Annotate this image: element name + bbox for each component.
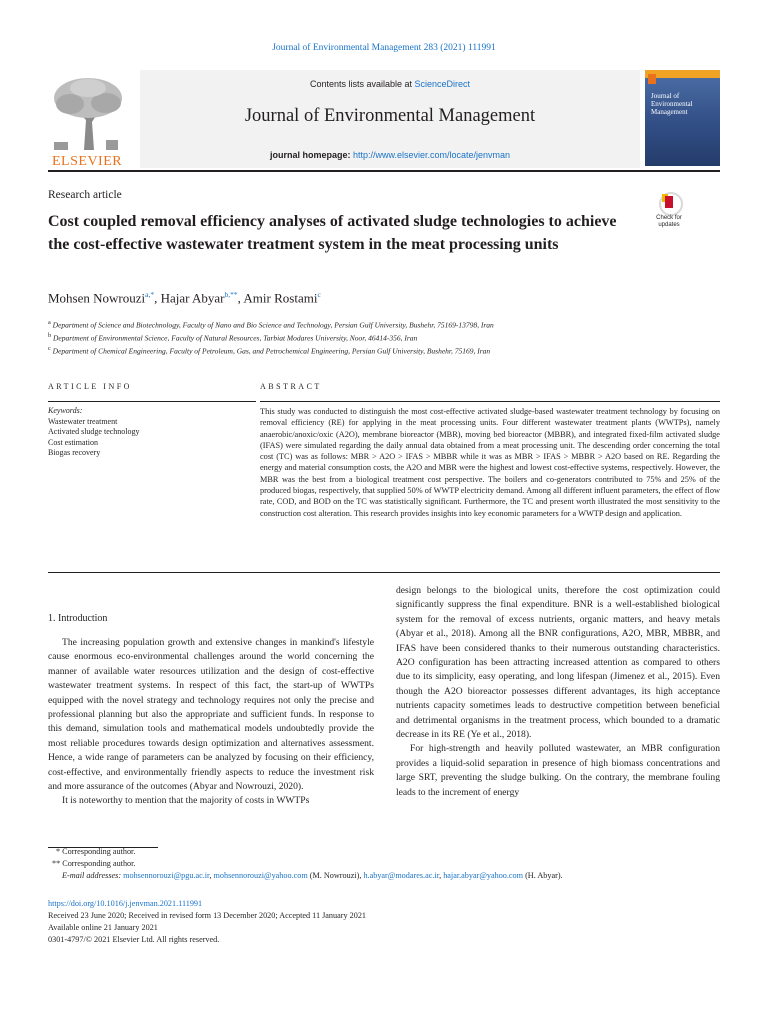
keywords-label: Keywords: — [48, 406, 83, 415]
history-dates: Received 23 June 2020; Received in revised form 13 December 2020; Accepted 11 January 2021 — [48, 911, 367, 920]
journal-masthead — [48, 70, 720, 172]
abstract-text: This study was conducted to distinguish the most cost-effective activated sludge-based wastewater treatment technology by focusing on removal efficiency (RE) for applying in the meat processing units. Four different wastewater treatment plants (WWTPs), namely anaerobic/anoxic/oxic (A2O), membrane bioreactor (MBR), moving bed bioreactor (MBBR), and integrated fixed-film activated sludge (IFAS) were simulated regarding the daily annual data obtained from a meat processing unit. The descending order concerning the total cost (TC) was as follows: MBR > A2O > IFAS > MBBR while it was as MBR > IFAS > MBBR > A2O based on RE. Regarding the energy and material consumption costs, the A2O and MBR were the highest and lowest cost-effective systems, respectively. However, the MBR was the best from a biological treatment cost perspective. The boilers and co-generators contributed to 75% and 25% of the produced biogas, respectively, that supplied 50% of WWTP electricity demand. Among all different influent parameters, the effect of flow rate, COD, and BOD on the TC was statistically significant. Furthermore, the TC and present worth illustrated the most sensitivity to the construction cost alteration. This research provides insights into key economic parameters for a WWTP design and application. — [260, 407, 720, 518]
check-updates-label: Check for updates — [656, 215, 682, 228]
abstract-heading: ABSTRACT — [260, 382, 720, 402]
body-paragraph: For high-strength and heavily polluted wastewater, an MBR configuration provides a liquid-solid separation in presence of high biomass concentrations and large SRT, preventing the sludge bulking. On the contrary, the membrane fouling leads to the increment of energy — [396, 743, 720, 798]
cover-strip — [645, 70, 720, 78]
email-label: E-mail addresses: — [62, 871, 124, 880]
email-owner: (M. Nowrouzi), — [307, 871, 364, 880]
contents-line — [140, 79, 640, 89]
homepage-line — [140, 150, 640, 160]
affiliations — [48, 318, 718, 357]
affiliation-item — [48, 344, 718, 357]
author-affiliation-link[interactable]: a,* — [145, 290, 155, 299]
author-affiliation-link[interactable]: b,** — [224, 290, 238, 299]
body-paragraph: The increasing population growth and extensive changes in mankind's lifestyle cause enormous eco-environmental challenges around the world concerning the manner of available water resources utilization and the design of cost-effective wastewater treatment systems. In respect of this fact, the start-up of WWTPs equipped with the novel strategy and technology requires not only the precise and professional planning but also the appropriate and sufficient funds. In response to this demand, simulation tools and mathematical models undoubtedly provide the most reliable procedures towards design optimization and alternatives assessment. Hence, a wide range of parameters can be analyzed by focusing on their efficiency, cost-effective, and environmentally friendly aspects to reduce the investment risk and more assurance of the outcomes (Abyar and Nowrouzi, 2020). — [48, 637, 374, 793]
author-list: Mohsen Nowrouzi$^{a,*}$, Hajar Abyar$^{b,**}$, Amir Rostami$^c$ — [48, 290, 321, 306]
keyword-item: Biogas recovery — [48, 448, 101, 457]
homepage-label: journal homepage: — [269, 150, 353, 160]
copyright: 0301-4797/© 2021 Elsevier Ltd. All rights reserved. — [48, 935, 220, 944]
article-title: Cost coupled removal efficiency analyses of activated sludge technologies to achieve the cost-effective wastewater treatment system in the meat processing units — [48, 213, 617, 253]
sciencedirect-link[interactable]: ScienceDirect — [414, 79, 471, 89]
masthead-center — [140, 70, 640, 168]
email-owner: (H. Abyar). — [523, 871, 563, 880]
body-column-right — [396, 584, 720, 800]
elsevier-wordmark: ELSEVIER — [52, 154, 123, 169]
article-info-heading: ARTICLE INFO — [48, 382, 256, 402]
section-heading-introduction: 1. Introduction — [48, 613, 108, 624]
footnote-corresponding-2: ** Corresponding author. — [52, 859, 136, 868]
contents-prefix: Contents lists available at — [309, 79, 415, 89]
affiliation-text: Department of Environmental Science, Faculty of Natural Resources, Tarbiat Modares University, Noor, 46414-356, Iran — [53, 333, 418, 343]
keyword-item: Cost estimation — [48, 437, 98, 447]
email-link[interactable]: h.abyar@modares.ac.ir — [363, 871, 440, 880]
available-online: Available online 21 January 2021 — [48, 923, 158, 932]
journal-citation-link[interactable]: Journal of Environmental Management 283 (2021) 111991 — [272, 43, 496, 53]
author-name[interactable]: Mohsen Nowrouzi — [48, 290, 146, 306]
email-link[interactable]: mohsennorouzi@pgu.ac.ir — [123, 871, 210, 880]
keyword-item: Activated sludge technology — [48, 427, 140, 436]
footnote-corresponding-1: * Corresponding author. — [56, 847, 136, 856]
affiliation-text: Department of Chemical Engineering, Faculty of Petroleum, Gas, and Petrochemical Engineering, Persian Gulf University, Bushehr, 75169, Iran — [52, 346, 491, 356]
keywords-section — [48, 406, 248, 459]
body-paragraph: It is noteworthy to mention that the majority of costs in WWTPs — [62, 795, 310, 807]
author-affiliation-link[interactable]: c — [317, 290, 321, 299]
email-link[interactable]: mohsennorouzi@yahoo.com — [213, 871, 308, 880]
journal-cover-image[interactable] — [645, 70, 720, 166]
affiliation-marker: c — [48, 345, 51, 352]
keyword-item: Wastewater treatment — [48, 416, 118, 426]
affiliation-item — [48, 318, 718, 331]
cover-badge — [648, 74, 656, 84]
check-for-updates-button[interactable] — [647, 190, 691, 236]
body-paragraph: design belongs to the biological units, therefore the cost optimization could significantly suppress the final expenditure. BNR is a well-established biological system for the removal of excess nutrients, organic matters, and heavy metals (Abyar et al., 2018). Among all the BNR configurations, A2O, MBR, MBBR, and IFAS have been considered thanks to their numerous outstanding characteristics. A2O configuration has been attracting increased attention as compared to others due to its simplicity, easy operating, and long lifespan (Jimenez et al., 2015). Even though the A2O bioreactor possesses different advantages, its high acceptance nutrients capacity sometimes leads to destructive competition between beneficial and detrimental organisms in the treatment process, which bounded to a dramatic decrease in its RE (Ye et al., 2018). — [396, 585, 720, 741]
affiliation-text: Department of Science and Biotechnology, Faculty of Nano and Bio Science and Technology, Persian Gulf University, Bushehr, 75169-13798, Iran — [52, 320, 494, 330]
affiliation-marker: a — [48, 319, 51, 326]
email-link[interactable]: hajar.abyar@yahoo.com — [443, 871, 524, 880]
body-column-left — [48, 636, 374, 809]
homepage-link[interactable]: http://www.elsevier.com/locate/jenvman — [352, 150, 511, 160]
cover-title: Journal of Environmental Management — [651, 92, 693, 116]
affiliation-item — [48, 331, 718, 344]
footnote-emails: E-mail addresses: mohsennorouzi@pgu.ac.ir, mohsennorouzi@yahoo.com (M. Nowrouzi), h.abyar@modares.ac.ir, hajar.abyar@yahoo.com (H. Abyar). — [62, 871, 563, 880]
ribbon-red-icon — [665, 196, 673, 208]
author-name[interactable]: Hajar Abyar — [160, 290, 225, 306]
journal-title: Journal of Environmental Management — [244, 106, 536, 126]
author-name[interactable]: Amir Rostami — [243, 290, 318, 306]
tree-logo-icon — [48, 72, 128, 152]
article-type: Research article — [48, 189, 122, 201]
elsevier-tree-logo[interactable] — [48, 72, 128, 168]
abstract-divider — [48, 572, 720, 573]
footnotes — [48, 846, 720, 882]
article-footer — [48, 898, 720, 946]
doi-link[interactable]: https://doi.org/10.1016/j.jenvman.2021.111991 — [48, 899, 203, 908]
affiliation-marker: b — [48, 332, 52, 339]
